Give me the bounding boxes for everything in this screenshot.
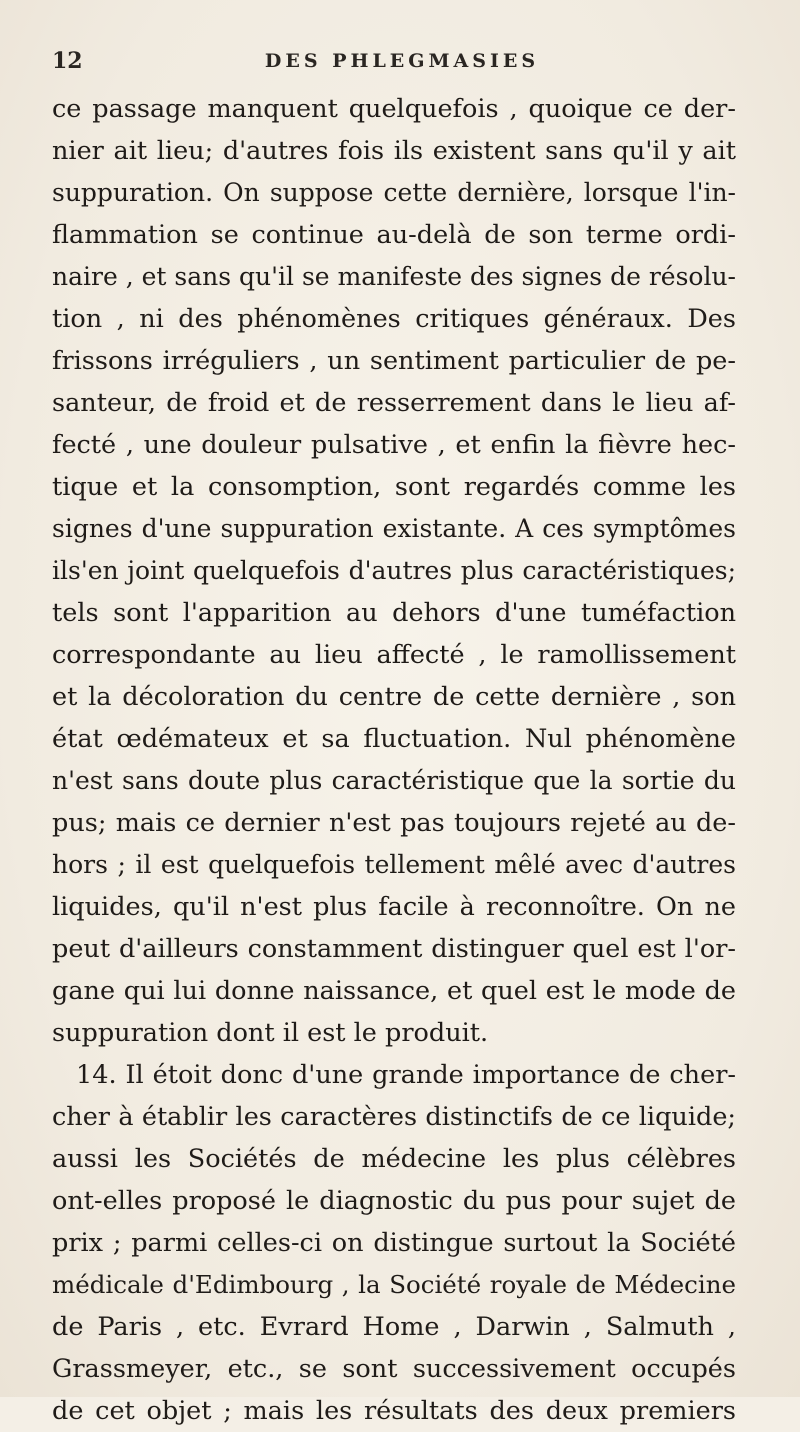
text-line: gane qui lui donne naissance, et quel est le mode de bbox=[52, 976, 736, 1006]
paragraph-start-line: 14. Il étoit donc d'une grande importance de cher- bbox=[76, 1060, 736, 1090]
page-header bbox=[52, 48, 732, 84]
text-line: cher à établir les caractères distinctifs de ce liquide; bbox=[52, 1102, 736, 1132]
text-line: nier ait lieu; d'autres fois ils existent sans qu'il y ait bbox=[52, 136, 736, 166]
text-line: flammation se continue au-delà de son terme ordi- bbox=[52, 220, 736, 250]
text-line: aussi les Sociétés de médecine les plus célèbres bbox=[52, 1144, 736, 1174]
text-line: pus; mais ce dernier n'est pas toujours rejeté au de- bbox=[52, 808, 736, 838]
text-line: prix ; parmi celles-ci on distingue surtout la Société bbox=[52, 1228, 736, 1258]
text-line: fecté , une douleur pulsative , et enfin la fièvre hec- bbox=[52, 430, 736, 460]
text-line: ont-elles proposé le diagnostic du pus pour sujet de bbox=[52, 1186, 736, 1216]
page-number: 12 bbox=[52, 48, 83, 74]
text-line: naire , et sans qu'il se manifeste des signes de résolu- bbox=[52, 262, 736, 291]
text-line: suppuration. On suppose cette dernière, lorsque l'in- bbox=[52, 178, 736, 207]
text-line: tion , ni des phénomènes critiques généraux. Des bbox=[52, 304, 736, 334]
text-line: de Paris , etc. Evrard Home , Darwin , Salmuth , bbox=[52, 1312, 736, 1342]
text-line: ce passage manquent quelquefois , quoique ce der- bbox=[52, 94, 736, 124]
text-line: et la décoloration du centre de cette dernière , son bbox=[52, 682, 736, 712]
text-line: signes d'une suppuration existante. A ces symptômes bbox=[52, 514, 736, 543]
running-head: DES PHLEGMASIES bbox=[264, 50, 540, 72]
text-line: Grassmeyer, etc., se sont successivement occupés bbox=[52, 1354, 736, 1384]
text-line: de cet objet ; mais les résultats des deux premiers bbox=[52, 1396, 736, 1426]
text-line: tels sont l'apparition au dehors d'une tuméfaction bbox=[52, 598, 736, 628]
text-line: hors ; il est quelquefois tellement mêlé avec d'autres bbox=[52, 850, 736, 879]
text-line: tique et la consomption, sont regardés comme les bbox=[52, 472, 736, 502]
text-line: médicale d'Edimbourg , la Société royale de Médecine bbox=[52, 1270, 736, 1299]
text-line: n'est sans doute plus caractéristique que la sortie du bbox=[52, 766, 736, 795]
text-line: correspondante au lieu affecté , le ramollissement bbox=[52, 640, 736, 670]
text-line: santeur, de froid et de resserrement dans le lieu af- bbox=[52, 388, 736, 418]
text-line: état œdémateux et sa fluctuation. Nul phénomène bbox=[52, 724, 736, 754]
text-line: peut d'ailleurs constamment distinguer quel est l'or- bbox=[52, 934, 736, 964]
text-line: frissons irréguliers , un sentiment particulier de pe- bbox=[52, 346, 736, 376]
body-text bbox=[52, 88, 736, 1432]
text-line: ils'en joint quelquefois d'autres plus caractéristiques; bbox=[52, 556, 736, 585]
text-line: liquides, qu'il n'est plus facile à reconnoître. On ne bbox=[52, 892, 736, 922]
text-line: suppuration dont il est le produit. bbox=[52, 1018, 489, 1048]
